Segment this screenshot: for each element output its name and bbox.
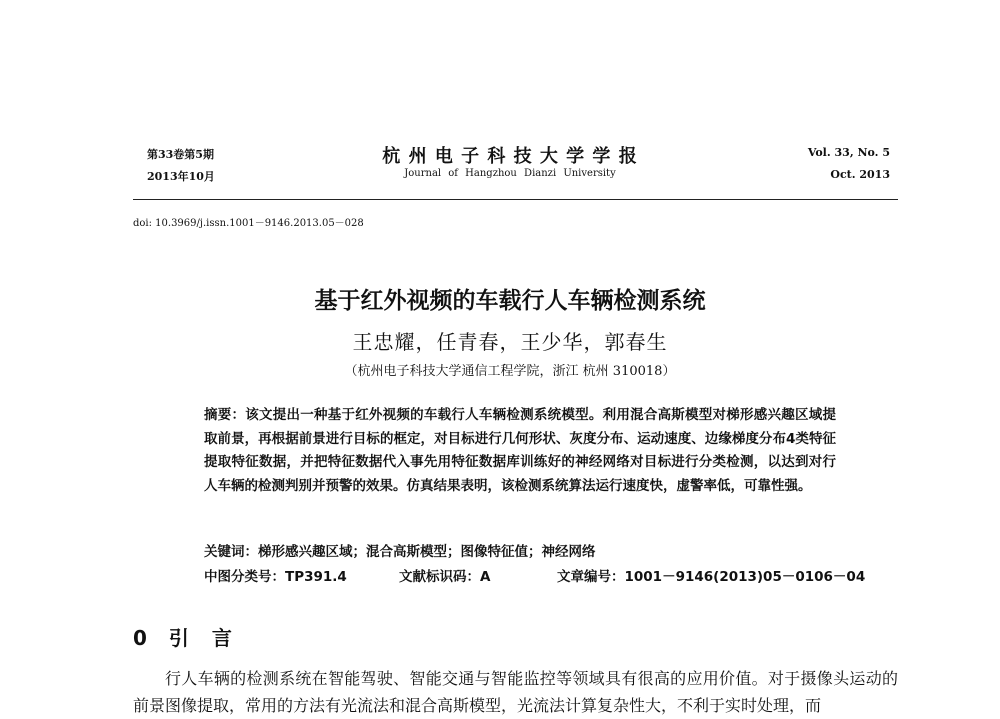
document-code-label: 文献标识码： bbox=[399, 569, 480, 585]
journal-title-en: Journal of Hangzhou Dianzi University bbox=[404, 168, 616, 179]
keywords-label: 关键词： bbox=[204, 544, 258, 560]
header-volume-en: Vol. 33, No. 5 bbox=[807, 146, 890, 159]
section-heading bbox=[133, 622, 240, 651]
journal-title-cn: 杭 州 电 子 科 技 大 学 学 报 bbox=[382, 146, 638, 167]
clc-value: TP391.4 bbox=[285, 569, 347, 585]
header-volume-cn: 第33卷第5期 bbox=[147, 148, 214, 161]
document-code-value: A bbox=[480, 569, 491, 585]
abstract-label: 摘要： bbox=[204, 407, 246, 423]
clc-number bbox=[204, 565, 347, 585]
header-rule bbox=[133, 199, 898, 200]
keywords bbox=[204, 540, 836, 560]
abstract bbox=[204, 404, 836, 498]
article-id-label: 文章编号： bbox=[557, 569, 625, 585]
section-title: 引 言 bbox=[168, 626, 240, 650]
header-date-en: Oct. 2013 bbox=[830, 168, 890, 181]
paper-affiliation: （杭州电子科技大学通信工程学院，浙江 杭州 310018） bbox=[344, 364, 676, 379]
body-paragraph: 行人车辆的检测系统在智能驾驶、智能交通与智能监控等领域具有很高的应用价值。对于摄像头运动的前景图像提取，常用的方法有光流法和混合高斯模型，光流法计算复杂性大，不利于实时处理，而 bbox=[133, 669, 898, 715]
document-code bbox=[399, 565, 490, 585]
section-number: 0 bbox=[133, 626, 147, 650]
header-date-cn: 2013年10月 bbox=[147, 170, 215, 183]
doi: doi: 10.3969/j.issn.1001－9146.2013.05－028 bbox=[133, 218, 364, 229]
paper-title: 基于红外视频的车载行人车辆检测系统 bbox=[314, 288, 706, 314]
clc-label: 中图分类号： bbox=[204, 569, 285, 585]
abstract-text: 该文提出一种基于红外视频的车载行人车辆检测系统模型。利用混合高斯模型对梯形感兴趣区域提取前景，再根据前景进行目标的框定，对目标进行几何形状、灰度分布、运动速度、边缘梯度分布4类特征提取特征数据，并把特征数据代入事先用特征数据库训练好的神经网络对目标进行分类检测，以达到对行人车辆的检测判别并预警的效果。仿真结果表明，该检测系统算法运行速度快，虚警率低，可靠性强。 bbox=[204, 407, 836, 494]
article-id-value: 1001－9146(2013)05－0106－04 bbox=[624, 569, 866, 585]
keywords-text: 梯形感兴趣区域；混合高斯模型；图像特征值；神经网络 bbox=[258, 544, 596, 560]
paper-authors: 王忠耀，任青春，王少华，郭春生 bbox=[352, 330, 668, 354]
article-id bbox=[557, 565, 865, 585]
